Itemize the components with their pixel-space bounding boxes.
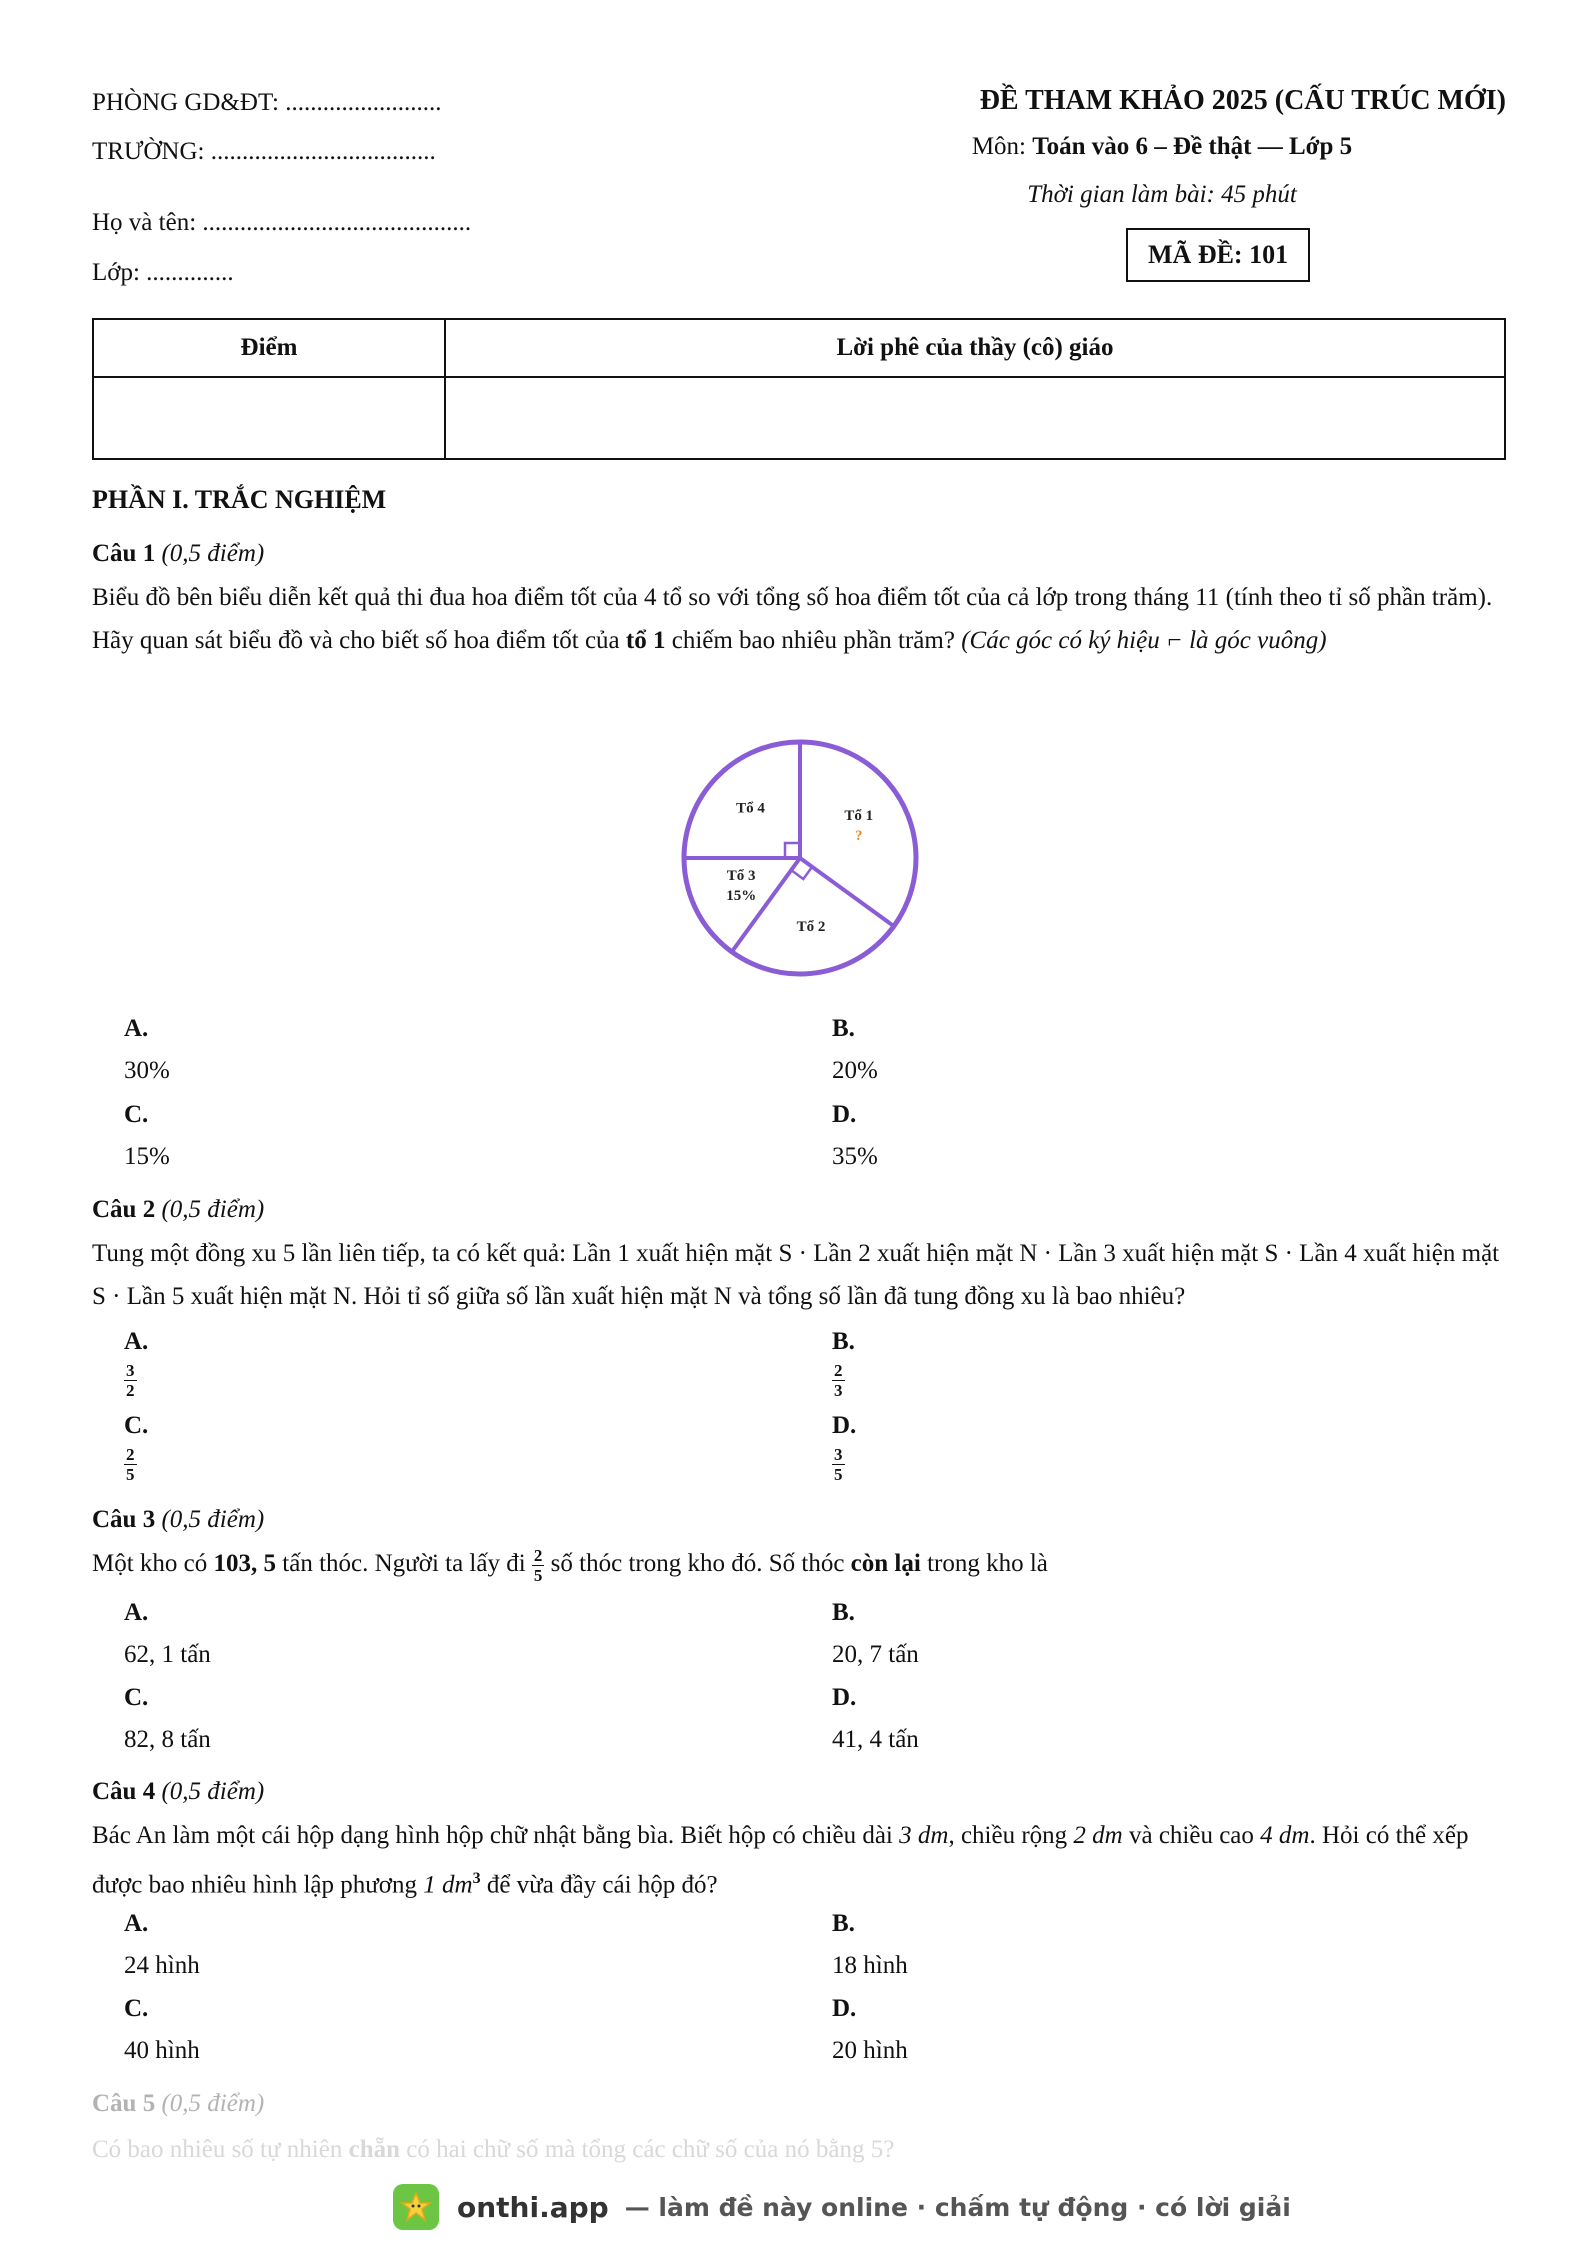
option-value: 20 hình [832,2037,908,2064]
option-label: C. [124,1995,149,2022]
score-table-wrap [92,318,1506,460]
option-label: C. [124,1684,149,1711]
option-value: 35% [832,1143,878,1170]
q3-text-c: số thóc trong kho đó. Số thóc [544,1550,851,1577]
pie-value-label-3: 15% [726,887,757,904]
q4-text-b: , chiều rộng [948,1822,1074,1849]
q5-text-b: có hai chữ số mà tổng các chữ số của nó bằng 5? [400,2136,895,2163]
option-label: C. [124,1412,149,1439]
option-label: B. [832,1328,855,1355]
q3-fraction [532,1547,545,1584]
q5-text [92,2128,1506,2171]
q4-width: 2 dm [1073,1822,1123,1849]
dept-field: PHÒNG GD&ĐT: ......................... [92,89,442,116]
q1-heading [92,540,264,568]
q3-text-bold: còn lại [850,1550,921,1577]
option-value: 62, 1 tấn [124,1641,211,1668]
option-value: 41, 4 tấn [832,1726,919,1753]
q4-text-d: . Hỏi có thể xếp được bao nhiêu hình lập phương [92,1822,1469,1899]
q4-unit-exp: 3 [472,1870,481,1887]
option-label: B. [832,1910,855,1937]
option-value: 30% [124,1057,170,1084]
fraction-num: 3 [834,1445,843,1464]
q1-points: (0,5 điểm) [161,540,265,567]
fraction-num: 3 [126,1361,135,1380]
q1-option-b[interactable] [832,1009,878,1093]
option-label: B. [832,1599,855,1626]
q4-option-c[interactable] [124,1989,200,2073]
q2-option-a[interactable] [124,1322,148,1399]
q1-text-b: chiếm bao nhiêu phần trăm? [665,627,962,654]
score-table [92,318,1506,460]
q1-text [92,576,1506,662]
school-field: TRƯỜNG: .................................... [92,138,436,165]
exam-subject [942,134,1382,159]
option-value: 82, 8 tấn [124,1726,211,1753]
class-field: Lớp: .............. [92,259,234,286]
option-label: D. [832,1995,857,2022]
q4-option-b[interactable] [832,1904,908,1988]
pie-chart [670,728,930,988]
fraction-num: 2 [834,1361,843,1380]
option-value: 15% [124,1143,170,1170]
fraction-den: 5 [834,1465,843,1484]
option-value: 20, 7 tấn [832,1641,919,1668]
q3-title: Câu 3 [92,1506,156,1533]
q1-text-italic: (Các góc có ký hiệu ⌐ là góc vuông) [961,627,1327,654]
q2-points: (0,5 điểm) [161,1196,265,1223]
fraction-den: 3 [834,1381,843,1400]
option-label: A. [124,1599,149,1626]
footer-inner [393,2182,1291,2232]
q3-text [92,1542,1506,1585]
q1-text-bold: tổ 1 [625,627,666,654]
option-label: A. [124,1910,149,1937]
q2-text: Tung một đồng xu 5 lần liên tiếp, ta có kết quả: Lần 1 xuất hiện mặt S · Lần 2 xuất hiện mặt N · Lần 3 xuất hiện mặt S · Lần 4 xuất hiện mặt S · Lần 5 xuất hiện mặt N. Hỏi tỉ số giữa số lần xuất hiện mặt N và tổng số lần đã tung đồng xu là bao nhiêu? [92,1240,1500,1310]
exam-time: Thời gian làm bài: 45 phút [1027,181,1297,208]
option-value: 40 hình [124,2037,200,2064]
q3-option-a[interactable] [124,1593,211,1677]
q4-title: Câu 4 [92,1778,156,1805]
q2-title: Câu 2 [92,1196,156,1223]
comment-header: Lời phê của thầy (cô) giáo [445,319,1505,377]
section-title: PHẦN I. TRẮC NGHIỆM [92,485,387,514]
pie-label-1: Tổ 1 [844,808,874,825]
option-label: A. [124,1015,149,1042]
fraction-den: 2 [126,1381,135,1400]
q5-text-bold: chẵn [348,2136,400,2163]
q5-text-a: Có bao nhiêu số tự nhiên [92,2136,349,2163]
q4-text [92,1814,1506,1906]
exam-title: ĐỀ THAM KHẢO 2025 (CẤU TRÚC MỚI) [979,85,1506,116]
q4-height: 4 dm [1260,1822,1310,1849]
q3-heading [92,1506,264,1534]
option-fraction [124,1362,137,1399]
q4-option-a[interactable] [124,1904,200,1988]
option-label: D. [832,1684,857,1711]
q2-option-b[interactable] [832,1322,855,1399]
q2-heading [92,1196,264,1224]
fraction-den: 5 [533,1565,543,1585]
option-fraction [832,1446,845,1483]
q5-heading [92,2090,264,2118]
q4-unit: 1 dm [423,1871,473,1899]
option-fraction [124,1446,137,1483]
q2-option-d[interactable] [832,1406,856,1483]
q3-text-d: trong kho là [920,1550,1048,1577]
score-header: Điểm [93,319,445,377]
option-fraction [832,1362,845,1399]
option-label: C. [124,1101,149,1128]
exam-page [92,0,1506,2244]
option-label: A. [124,1328,149,1355]
option-label: D. [832,1101,857,1128]
exam-code: MÃ ĐỀ: 101 [1126,228,1310,282]
q5-title: Câu 5 [92,2090,156,2117]
footer-banner[interactable] [0,2170,1586,2244]
fraction-den: 5 [126,1465,135,1484]
option-value: 18 hình [832,1952,908,1979]
footer-brand[interactable]: onthi.app [457,2190,609,2224]
q4-heading [92,1778,264,1806]
q1-option-a[interactable] [124,1009,170,1093]
q1-title: Câu 1 [92,540,156,567]
q2-option-c[interactable] [124,1406,148,1483]
comment-cell[interactable] [445,377,1505,459]
pie-label-4: Tổ 4 [736,800,765,817]
q1-option-d[interactable] [832,1095,878,1179]
option-label: B. [832,1015,855,1042]
star-icon-svg [399,2190,433,2224]
fraction-num: 2 [533,1545,543,1565]
q1-option-c[interactable] [124,1095,170,1179]
q5-points: (0,5 điểm) [161,2090,265,2117]
q4-points: (0,5 điểm) [161,1778,265,1805]
q3-amount: 103, 5 [213,1550,277,1577]
q3-option-d[interactable] [832,1678,919,1762]
q4-option-d[interactable] [832,1989,908,2073]
q3-text-a: Một kho có [92,1550,214,1577]
q3-option-b[interactable] [832,1593,919,1677]
option-value: 20% [832,1057,878,1084]
q4-text-c: và chiều cao [1122,1822,1261,1849]
fraction-num: 2 [126,1445,135,1464]
subject-name: Toán vào 6 – Đề thật — Lớp 5 [1032,133,1353,160]
subject-prefix: Môn: [971,133,1033,160]
score-cell[interactable] [93,377,445,459]
q1-text-a: Biểu đồ bên biểu diễn kết quả thi đua hoa điểm tốt của 4 tổ so với tổng số hoa điểm tốt của cả lớp trong tháng 11 (tính theo tỉ số phần trăm). Hãy quan sát biểu đồ và cho biết số hoa điểm tốt của [92,584,1493,654]
student-name-field: Họ và tên: ........................................... [92,209,472,236]
pie-label-3: Tổ 3 [726,867,756,884]
q4-text-e: để vừa đầy cái hộp đó? [480,1871,718,1899]
q3-points: (0,5 điểm) [161,1506,265,1533]
q4-text-a: Bác An làm một cái hộp dạng hình hộp chữ nhật bằng bìa. Biết hộp có chiều dài [92,1822,900,1849]
option-value: 24 hình [124,1952,200,1979]
pie-label-2: Tổ 2 [796,919,826,936]
pie-value-label-1: ? [855,828,863,845]
q3-option-c[interactable] [124,1678,211,1762]
option-label: D. [832,1412,857,1439]
q3-text-b: tấn thóc. Người ta lấy đi [276,1550,532,1577]
q4-length: 3 dm [899,1822,949,1849]
star-icon [393,2184,439,2230]
footer-tagline: — làm đề này online · chấm tự động · có lời giải [624,2192,1291,2222]
exam-code-box [1126,228,1310,282]
